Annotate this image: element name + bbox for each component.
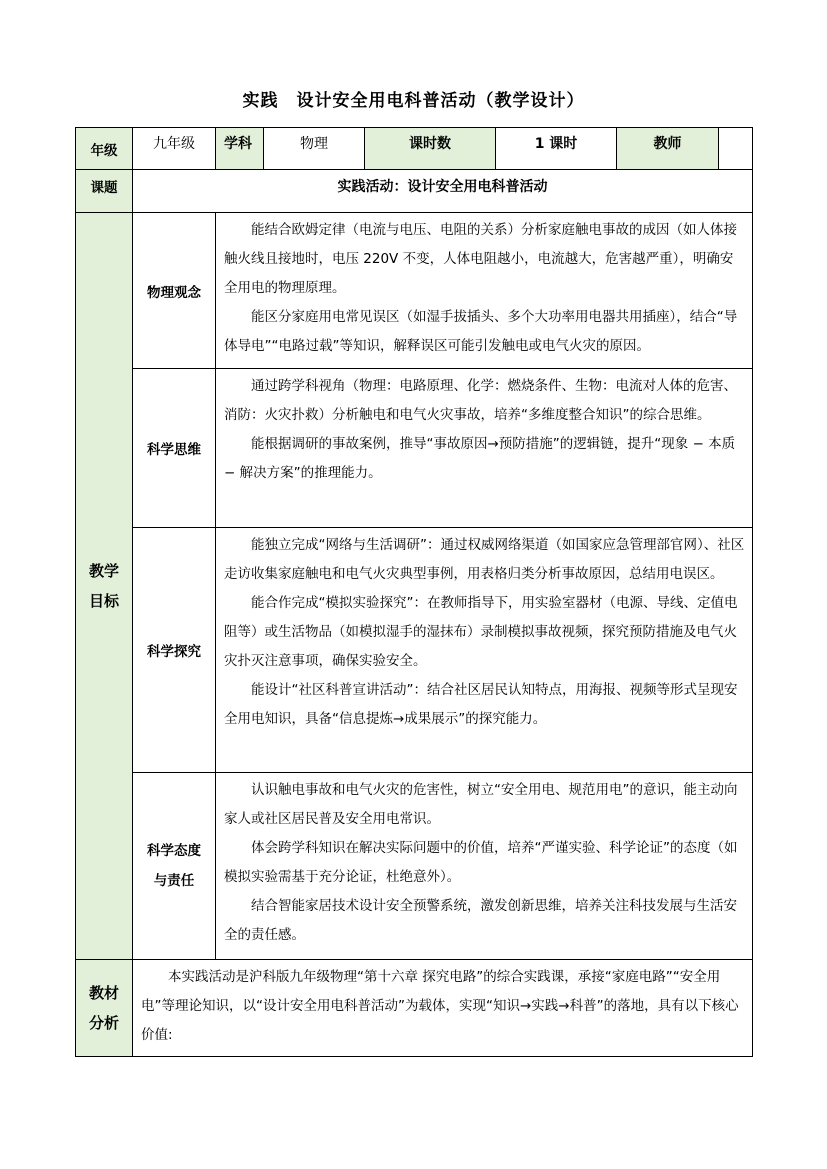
materials-label-line2: 分析	[88, 1014, 119, 1032]
grade-label-cell	[75, 127, 133, 170]
materials-content	[132, 959, 753, 1057]
physics-concept-label: 物理观念	[147, 284, 201, 301]
attitude-paragraph: 认识触电事故和电气火灾的危害性，树立“安全用电、规范用电”的意识，能主动向家人或社区居民普及安全用电常识。	[224, 782, 738, 827]
objectives-label-cell	[75, 212, 133, 960]
grade-value-cell	[132, 127, 216, 170]
teacher-value-cell	[718, 127, 753, 170]
physics-concept-paragraph: 能区分家庭用电常见误区（如湿手拔插头、多个大功率用电器共用插座），结合“导体导电”“电路过载”等知识，解释误区可能引发触电或电气火灾的原因。	[224, 309, 738, 354]
scientific-inquiry-paragraph: 能独立完成“网络与生活调研”：通过权威网络渠道（如国家应急管理部官网）、社区走访收集家庭触电和电气火灾典型事例，用表格归类分析事故原因，总结用电误区。	[224, 537, 745, 582]
scientific-thinking-paragraph: 能根据调研的事故案例，推导“事故原因→预防措施”的逻辑链，提升“现象 − 本质 − 解决方案”的推理能力。	[224, 436, 736, 481]
subject-value: 物理	[300, 136, 328, 152]
hours-value: 1 课时	[534, 136, 578, 152]
scientific-inquiry-label: 科学探究	[147, 644, 201, 660]
physics-concept-paragraph: 能结合欧姆定律（电流与电压、电阻的关系）分析家庭触电事故的成因（如人体接触火线且接地时，电压 220V 不变，人体电阻越小，电流越大，危害越严重），明确安全用电的物理原理。	[224, 222, 737, 296]
physics-concept-content	[215, 212, 753, 369]
scientific-inquiry-paragraph: 能设计“社区科普宣讲活动”：结合社区居民认知特点，用海报、视频等形式呈现安全用电知识，具备“信息提炼→成果展示”的探究能力。	[224, 682, 738, 727]
hours-value-cell	[495, 127, 617, 170]
scientific-thinking-label-cell	[132, 368, 216, 528]
topic-value: 实践活动：设计安全用电科普活动	[337, 179, 548, 195]
subject-label-cell	[215, 127, 264, 170]
scientific-inquiry-label-cell	[132, 527, 216, 773]
objectives-label-line2: 目标	[88, 592, 119, 610]
physics-concept-label-cell	[132, 212, 216, 369]
teacher-label: 教师	[653, 136, 682, 152]
objectives-label-line1: 教学	[88, 562, 119, 580]
attitude-paragraph: 体会跨学科知识在解决实际问题中的价值，培养“严谨实验、科学论证”的态度（如模拟实验需基于充分论证，杜绝意外）。	[224, 840, 738, 885]
materials-label-line1: 教材	[88, 984, 119, 1002]
scientific-thinking-content	[215, 368, 753, 528]
attitude-label-line2: 与责任	[153, 873, 195, 889]
topic-value-cell	[132, 169, 753, 213]
materials-paragraph: 本实践活动是沪科版九年级物理“第十六章 探究电路”的综合实践课，承接“家庭电路”“安全用电”等理论知识，以“设计安全用电科普活动”为载体，实现“知识→实践→科普”的落地，具有以下核心价值:	[141, 969, 739, 1043]
scientific-thinking-paragraph: 通过跨学科视角（物理：电路原理、化学：燃烧条件、生物：电流对人体的危害、消防：火灾扑救）分析触电和电气火灾事故，培养“多维度整合知识”的综合思维。	[224, 378, 737, 423]
grade-value: 九年级	[153, 136, 195, 152]
hours-label: 课时数	[409, 136, 451, 152]
attitude-paragraph: 结合智能家居技术设计安全预警系统，激发创新思维，培养关注科技发展与生活安全的责任感。	[224, 898, 737, 943]
grade-label: 年级	[90, 142, 118, 159]
attitude-label-cell	[132, 772, 216, 960]
subject-value-cell	[263, 127, 365, 170]
topic-label: 课题	[90, 180, 118, 196]
teacher-label-cell	[616, 127, 719, 170]
scientific-inquiry-paragraph: 能合作完成“模拟实验探究”：在教师指导下，用实验室器材（电源、导线、定值电阻等）或生活物品（如模拟湿手的湿抹布）录制模拟事故视频，探究预防措施及电气火灾扑灭注意事项，确保实验安全。	[224, 595, 738, 669]
topic-label-cell	[75, 169, 133, 213]
materials-label-cell	[75, 959, 133, 1057]
attitude-content	[215, 772, 753, 960]
scientific-inquiry-content	[215, 527, 753, 773]
hours-label-cell	[364, 127, 496, 170]
scientific-thinking-label: 科学思维	[147, 442, 201, 458]
subject-label: 学科	[224, 136, 252, 152]
document-title: 实践 设计安全用电科普活动（教学设计）	[242, 91, 585, 111]
attitude-label-line1: 科学态度	[147, 843, 201, 859]
